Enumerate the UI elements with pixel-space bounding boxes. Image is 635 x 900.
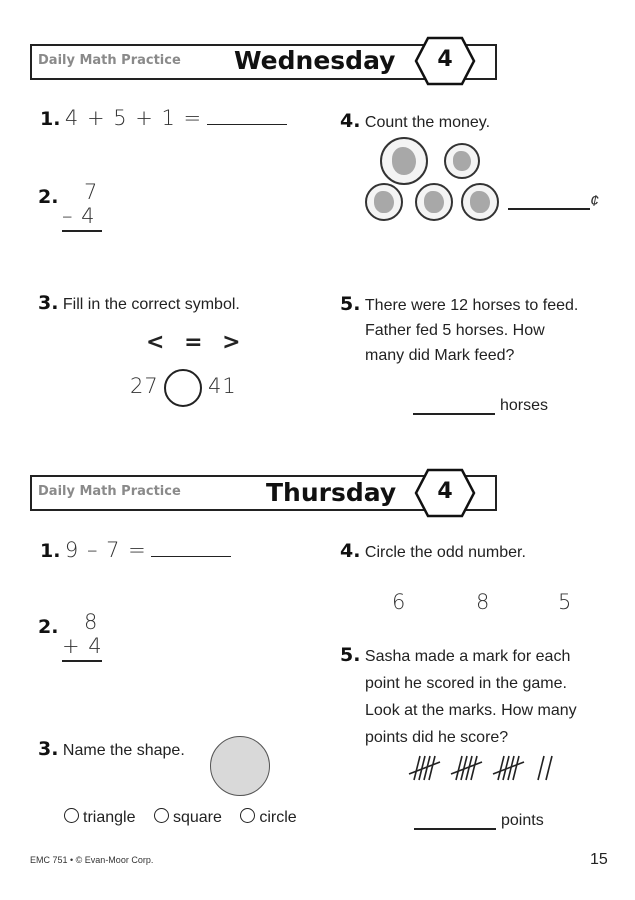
thu-q4-prompt: Circle the odd number. (364, 544, 526, 561)
tally-marks-icon (404, 750, 564, 786)
wed-q4-answer-blank[interactable] (508, 208, 590, 210)
nickel-coin-icon (444, 143, 480, 179)
thu-q5-number: 5. (340, 644, 361, 666)
wed-q3-answer-circle[interactable] (164, 369, 202, 407)
thu-q2-top: 8 (84, 610, 99, 634)
radio-icon[interactable] (154, 808, 169, 823)
wed-q3-symbols: < = > (146, 330, 247, 355)
thu-q3-number: 3. (38, 738, 59, 760)
gray-circle-shape (210, 736, 270, 796)
thursday-day-title: Thursday (266, 478, 397, 507)
penny-coin-icon (461, 183, 499, 221)
radio-icon[interactable] (64, 808, 79, 823)
wed-q5-unit: horses (500, 397, 549, 414)
wed-q5-number: 5. (340, 293, 361, 315)
thu-q1-number: 1. (40, 540, 61, 562)
wed-q2-sum-line (62, 230, 102, 232)
radio-icon[interactable] (240, 808, 255, 823)
thursday-week-number: 4 (437, 479, 453, 504)
footer-credit: EMC 751 • © Evan-Moor Corp. (30, 855, 154, 865)
quarter-coin-icon (380, 137, 428, 185)
thu-q1-expression: 9 – 7 = (64, 538, 147, 562)
wednesday-header-label: Daily Math Practice (38, 53, 181, 68)
thu-q4-number-8[interactable]: 8 (476, 590, 491, 614)
thu-q3-option-square-label: square (172, 809, 222, 826)
wed-q1 (40, 106, 287, 130)
thu-q4-number: 4. (340, 540, 361, 562)
wed-q1-number: 1. (40, 108, 61, 130)
penny-coin-icon (365, 183, 403, 221)
thu-q1 (40, 538, 231, 562)
thu-q3-prompt: Name the shape. (62, 742, 185, 759)
wed-q3-prompt: Fill in the correct symbol. (62, 296, 240, 313)
wed-q5 (340, 292, 578, 368)
thu-q3-option-circle[interactable] (240, 809, 296, 826)
thu-q5-line2: point he scored in the game. (365, 675, 567, 692)
thu-q4-number-6[interactable]: 6 (392, 590, 407, 614)
thu-q3-option-triangle[interactable] (64, 809, 135, 826)
thu-q3-option-circle-label: circle (259, 809, 297, 826)
wed-q5-line2: Father fed 5 horses. How (365, 322, 545, 339)
thu-q2-number: 2. (38, 616, 59, 638)
wed-q5-answer-blank[interactable] (413, 413, 495, 415)
wed-q2-bottom: – 4 (62, 204, 96, 228)
wed-q3-left-number: 27 (130, 374, 159, 398)
thu-q3-options (64, 808, 297, 827)
thu-q4-number-5[interactable]: 5 (558, 590, 573, 614)
wed-q4-prompt: Count the money. (364, 114, 491, 131)
wednesday-day-title: Wednesday (234, 46, 396, 75)
thu-q3 (38, 738, 185, 760)
wed-q3-number: 3. (38, 292, 59, 314)
wednesday-week-number: 4 (437, 47, 453, 72)
wed-q1-answer-blank[interactable] (207, 123, 287, 125)
thu-q5-line1: Sasha made a mark for each (364, 648, 571, 665)
thu-q5-unit: points (501, 812, 544, 829)
page-number: 15 (590, 851, 608, 868)
wed-q4 (340, 110, 490, 132)
thu-q2-bottom: + 4 (62, 634, 103, 658)
wed-q2-number: 2. (38, 186, 59, 208)
wed-q4-unit: ¢ (590, 193, 599, 210)
thu-q5-answer-blank[interactable] (414, 828, 496, 830)
thu-q5-line3: Look at the marks. How many (365, 702, 577, 719)
wed-q3-right-number: 41 (208, 374, 237, 398)
wed-q3 (38, 292, 240, 314)
wed-q4-number: 4. (340, 110, 361, 132)
thu-q1-answer-blank[interactable] (151, 555, 231, 557)
thu-q2-sum-line (62, 660, 102, 662)
wed-q1-expression: 4 + 5 + 1 = (64, 106, 203, 130)
thu-q4 (340, 540, 526, 562)
thu-q3-option-square[interactable] (154, 809, 222, 826)
wed-q5-line1: There were 12 horses to feed. (364, 297, 579, 314)
thu-q3-option-triangle-label: triangle (83, 809, 136, 826)
thu-q5-line4: points did he score? (365, 729, 509, 746)
thursday-header-label: Daily Math Practice (38, 484, 181, 499)
wed-q5-line3: many did Mark feed? (365, 347, 515, 364)
penny-coin-icon (415, 183, 453, 221)
wed-q2-top: 7 (84, 180, 99, 204)
thu-q5 (340, 642, 577, 751)
